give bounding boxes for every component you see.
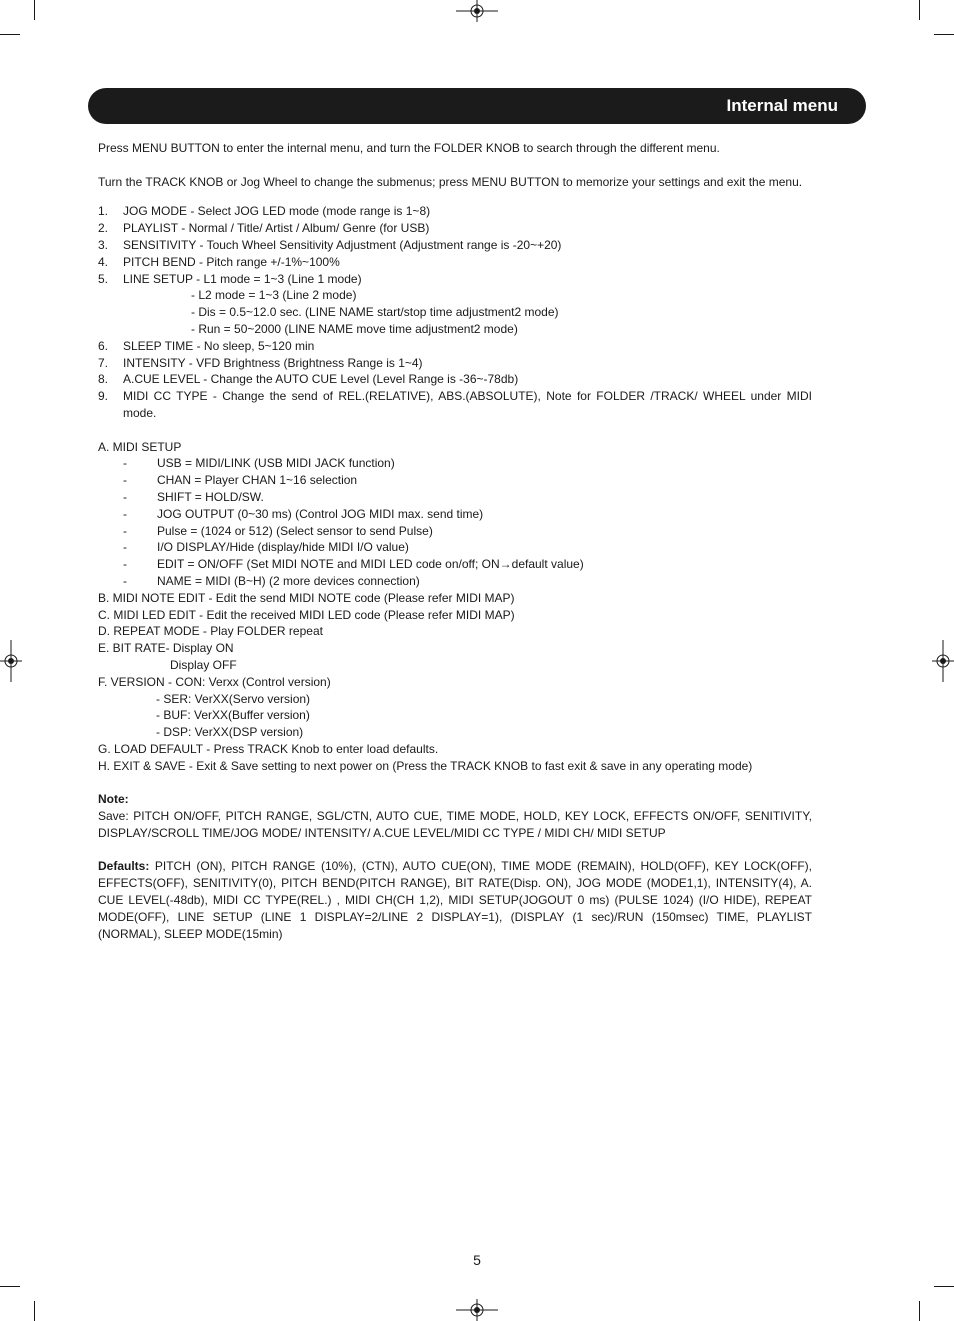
defaults-paragraph (98, 858, 812, 942)
crop-mark-bottom-right-h (934, 1286, 954, 1287)
menu-item-exit-save: H. EXIT & SAVE - Exit & Save setting to next power on (Press the TRACK KNOB to fast exit & save in any operating mode) (98, 758, 753, 773)
crop-mark-bottom-left-v (34, 1301, 35, 1321)
defaults-label: Defaults: (98, 859, 150, 874)
manual-content (98, 140, 812, 942)
list-item: 1. JOG MODE - Select JOG LED mode (mode range is 1~8) (98, 204, 431, 219)
note-text: Save: PITCH ON/OFF, PITCH RANGE, SGL/CTN, AUTO CUE, TIME MODE, HOLD, KEY LOCK, EFFECTS ON/OFF, SENITIVITY, DISPLAY/SCROLL TIME/JOG MODE/ INTENSITY/ A.CUE LEVEL/MIDI CC TYPE / MIDI CH/ MIDI SETUP (98, 809, 812, 840)
midi-setup-item: - SHIFT = HOLD/SW. (123, 489, 264, 504)
list-item: 5. LINE SETUP - L1 mode = 1~3 (Line 1 mode) (98, 271, 362, 286)
crop-mark-bottom-left-h (0, 1286, 20, 1287)
midi-setup-item: - CHAN = Player CHAN 1~16 selection (123, 473, 358, 488)
bit-rate-sub-item: Display OFF (170, 657, 237, 672)
midi-setup-item: - EDIT = ON/OFF (Set MIDI NOTE and MIDI LED code on/off; ON→default value) (123, 557, 584, 572)
menu-item-load-default: G. LOAD DEFAULT - Press TRACK Knob to enter load defaults. (98, 741, 439, 756)
page-number: 5 (473, 1252, 481, 1268)
intro-paragraph-1: Press MENU BUTTON to enter the internal menu, and turn the FOLDER KNOB to search through the different menu. (98, 141, 720, 155)
midi-setup-item: - I/O DISPLAY/Hide (display/hide MIDI I/O value) (123, 540, 409, 555)
list-item: 3. SENSITIVITY - Touch Wheel Sensitivity Adjustment (Adjustment range is -20~+20) (98, 237, 562, 252)
registration-mark-bottom-icon (456, 1299, 498, 1321)
midi-setup-item: - USB = MIDI/LINK (USB MIDI JACK function) (123, 456, 395, 471)
list-item: 8. A.CUE LEVEL - Change the AUTO CUE Level (Level Range is -36~-78db) (98, 372, 519, 387)
registration-mark-left-icon (0, 640, 22, 682)
crop-mark-top-right-v (919, 0, 920, 20)
crop-mark-top-left-v (34, 0, 35, 20)
version-sub-item: - SER: VerXX(Servo version) (156, 691, 311, 706)
crop-mark-bottom-right-v (919, 1301, 920, 1321)
intro-paragraph-2: Turn the TRACK KNOB or Jog Wheel to change the submenus; press MENU BUTTON to memorize your settings and exit the menu. (98, 174, 803, 189)
defaults-text: PITCH (ON), PITCH RANGE (10%), (CTN), AUTO CUE(ON), TIME MODE (REMAIN), HOLD(OFF), KEY LOCK(OFF), EFFECTS(OFF), SENITIVITY(0), PITCH BEND(PITCH RANGE), BIT RATE(Disp. ON), JOG MODE (MODE1,1), INTENSITY(4), A. CUE LEVEL(-48db), MIDI CC TYPE(REL.) , MIDI CH(CH 1,2), MIDI SETUP(JOGOUT 0 ms) (PULSE 1024) (I/O HIDE), REPEAT MODE(OFF), LINE SETUP (LINE 1 DISPLAY=2/LINE 2 DISPLAY=1), (DISPLAY (1 sec)/RUN (150msec) TIME, PLAYLIST (NORMAL), SLEEP MODE(15min) (98, 859, 812, 941)
menu-item-midi-led-edit: C. MIDI LED EDIT - Edit the received MIDI LED code (Please refer MIDI MAP) (98, 607, 515, 622)
list-item: 6. SLEEP TIME - No sleep, 5~120 min (98, 338, 315, 353)
list-item: 9. MIDI CC TYPE - Change the send of REL.(RELATIVE), ABS.(ABSOLUTE), Note for FOLDER /TRACK/ WHEEL under MIDI mode. (98, 389, 812, 420)
version-sub-item: - DSP: VerXX(DSP version) (156, 725, 304, 740)
list-item: 4. PITCH BEND - Pitch range +/-1%~100% (98, 254, 340, 269)
menu-item-midi-note-edit: B. MIDI NOTE EDIT - Edit the send MIDI NOTE code (Please refer MIDI MAP) (98, 590, 515, 605)
section-header-bar (88, 88, 866, 124)
line-setup-sub-item: - Dis = 0.5~12.0 sec. (LINE NAME start/stop time adjustment2 mode) (191, 305, 559, 320)
midi-setup-item: - JOG OUTPUT (0~30 ms) (Control JOG MIDI max. send time) (123, 506, 484, 521)
crop-mark-top-right-h (934, 34, 954, 35)
midi-setup-item: - Pulse = (1024 or 512) (Select sensor to send Pulse) (123, 523, 433, 538)
registration-mark-right-icon (932, 640, 954, 682)
list-item: 2. PLAYLIST - Normal / Title/ Artist / Album/ Genre (for USB) (98, 221, 430, 236)
midi-setup-item: - NAME = MIDI (B~H) (2 more devices connection) (123, 573, 420, 588)
midi-setup-title: A. MIDI SETUP (98, 439, 182, 454)
menu-item-version: F. VERSION - CON: Verxx (Control version) (98, 674, 331, 689)
registration-mark-top-icon (456, 0, 498, 22)
line-setup-sub-item: - L2 mode = 1~3 (Line 2 mode) (191, 288, 357, 303)
section-title: Internal menu (726, 96, 838, 115)
menu-item-repeat-mode: D. REPEAT MODE - Play FOLDER repeat (98, 624, 323, 639)
line-setup-sub-item: - Run = 50~2000 (LINE NAME move time adjustment2 mode) (191, 321, 518, 336)
note-label: Note: (98, 792, 129, 807)
list-item: 7. INTENSITY - VFD Brightness (Brightness Range is 1~4) (98, 355, 423, 370)
crop-mark-top-left-h (0, 34, 20, 35)
menu-item-bit-rate: E. BIT RATE- Display ON (98, 641, 234, 656)
version-sub-item: - BUF: VerXX(Buffer version) (156, 708, 310, 723)
